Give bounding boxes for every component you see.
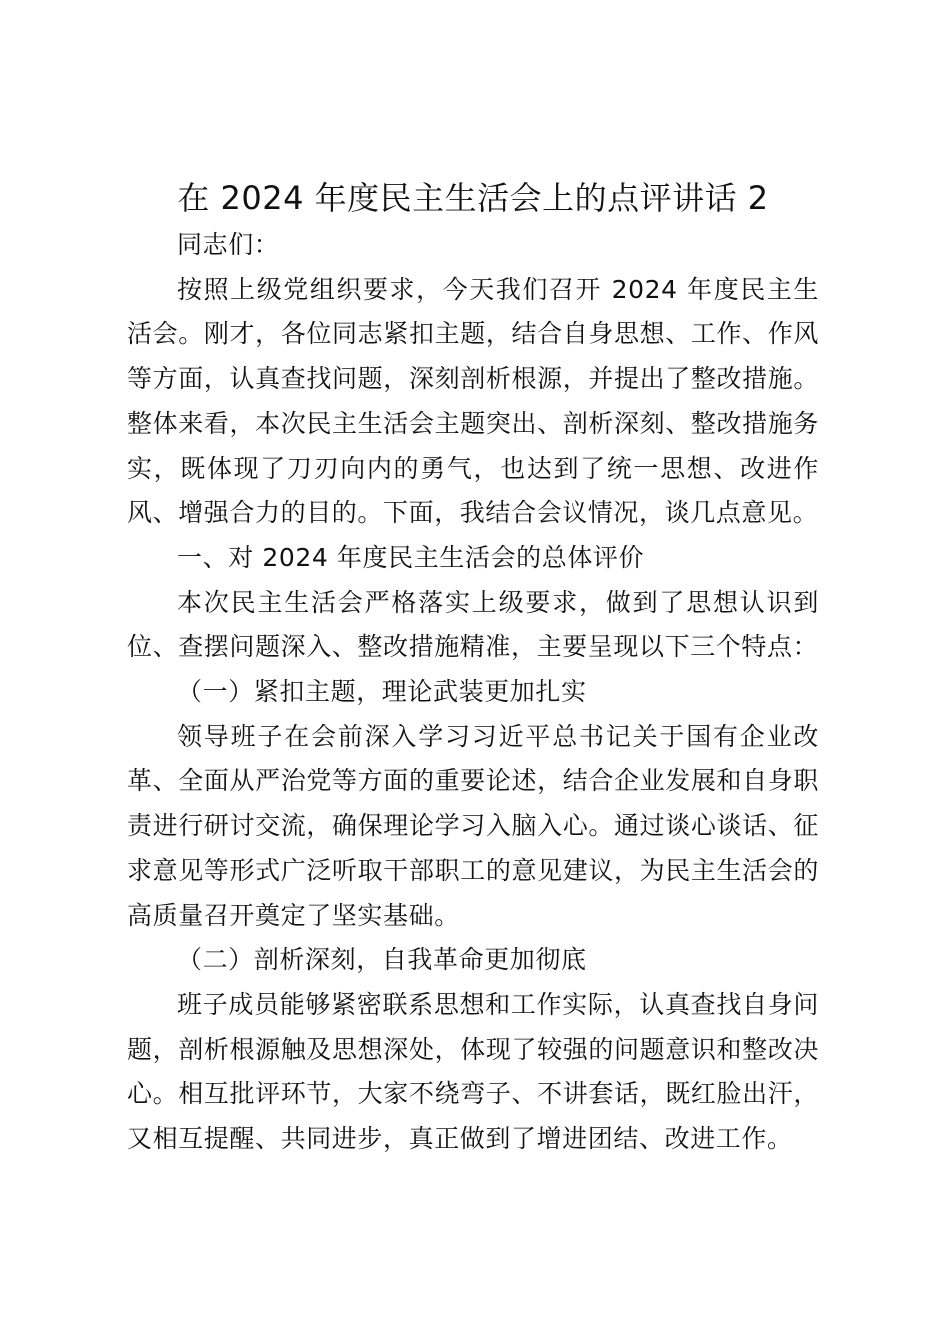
subsection-1-paragraph: 领导班子在会前深入学习习近平总书记关于国有企业改革、全面从严治党等方面的重要论述，结合企业发展和自身职责进行研讨交流，确保理论学习入脑入心。通过谈心谈话、征求意见等形式广泛听取干部职工的意见建议，为民主生活会的高质量召开奠定了坚实基础。: [127, 721, 819, 930]
section-1-intro-paragraph: 本次民主生活会严格落实上级要求，做到了思想认识到位、查摆问题深入、整改措施精准，主要呈现以下三个特点：: [127, 587, 819, 662]
subsection-heading-1: （一）紧扣主题，理论武装更加扎实: [177, 677, 587, 707]
section-heading-1: 一、对 2024 年度民主生活会的总体评价: [177, 542, 645, 572]
subsection-heading-2: （二）剖析深刻，自我革命更加彻底: [177, 945, 587, 975]
document-body: [127, 173, 819, 1162]
salutation: 同志们：: [177, 230, 280, 259]
subsection-2-paragraph: 班子成员能够紧密联系思想和工作实际，认真查找自身问题，剖析根源触及思想深处，体现了较强的问题意识和整改决心。相互批评环节，大家不绕弯子、不讲套话，既红脸出汗，又相互提醒、共同进步，真正做到了增进团结、改进工作。: [127, 989, 819, 1154]
document-title: 在 2024 年度民主生活会上的点评讲话 2: [177, 179, 769, 217]
opening-paragraph: 按照上级党组织要求，今天我们召开 2024 年度民主生活会。刚才，各位同志紧扣主题，结合自身思想、工作、作风等方面，认真查找问题，深刻剖析根源，并提出了整改措施。整体来看，本次民主生活会主题突出、剖析深刻、整改措施务实，既体现了刀刃向内的勇气，也达到了统一思想、改进作风、增强合力的目的。下面，我结合会议情况，谈几点意见。: [127, 274, 819, 528]
